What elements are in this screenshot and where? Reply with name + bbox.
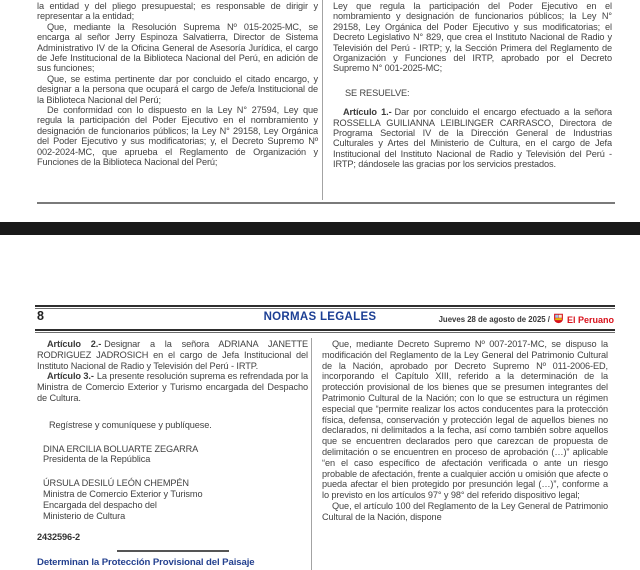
articulo-1-paragraph (333, 107, 612, 169)
articulo-2-label: Artículo 2.- (47, 339, 102, 349)
articulo-1-label: Artículo 1.- (343, 107, 392, 118)
signer2-title-1: Ministra de Comercio Exterior y Turismo (43, 488, 203, 499)
paragraph: Que, se estima pertinente dar por concluido el citado encargo, y designar a la persona que ocupará el cargo de Jefe/a Institucional de la Biblioteca Nacional del Perú; (37, 73, 318, 105)
page8-right-column (322, 339, 608, 523)
page7-bottom-rule (37, 202, 615, 204)
brand-name: El Peruano (566, 314, 614, 325)
header-top-rule (35, 305, 615, 309)
articulo-3-label: Artículo 3.- (47, 371, 94, 382)
page7-left-column (37, 1, 318, 201)
page-number: 8 (37, 309, 44, 323)
section-title: NORMAS LEGALES (263, 311, 377, 323)
page7-right-column (333, 1, 612, 201)
publication-code: 2432596-2 (37, 532, 81, 543)
truncated-next-heading: Determinan la Protección Provisional del Paisaje (37, 557, 255, 569)
articulo-2-paragraph (37, 339, 308, 371)
page8-left-column (37, 339, 308, 568)
articulo-3-paragraph (37, 371, 308, 403)
el-peruano-logo-icon (553, 313, 564, 326)
header-dateline (439, 313, 614, 326)
paragraph: De conformidad con lo dispuesto en la Ley N° 27594, Ley que regula la participación del Poder Ejecutivo en el nombramiento y designación de funcionarios públicos; la Ley N° 29158, Ley Orgánica del Poder Ejecutivo y sus modificatorias; y, el Decreto Supremo Nº 002-2024-MC, que aprueba el Reglamento de Organización y Funciones de la Biblioteca Nacional del Perú; (37, 105, 318, 168)
column-divider (322, 0, 323, 200)
header-bottom-rule (35, 329, 615, 333)
paragraph: Que, mediante la Resolución Suprema Nº 015-2025-MC, se encarga al señor Jerry Espinoza Salvatierra, Director de Sistema Administrativo IV de la Oficina General de Asesoría Jurídica, el cargo de Jefe Institucional de la Biblioteca Nacional del Perú, en adición de sus funciones; (37, 21, 318, 74)
closing-formula: Regístrese y comuníquese y publíquese. (49, 419, 212, 430)
signer2-title-3: Ministerio de Cultura (43, 510, 126, 521)
date-text: Jueves 28 de agosto de 2025 / (438, 315, 550, 324)
column-divider (311, 338, 312, 570)
signer1-name: DINA ERCILIA BOLUARTE ZEGARRA (43, 443, 199, 454)
paragraph-truncated: Que, el artículo 100 del Reglamento de la Ley General de Patrimonio Cultural de la Nación, dispone (322, 500, 608, 522)
signer2-title-2: Encargada del despacho del (43, 499, 157, 510)
signer2-name: ÚRSULA DESILÚ LEÓN CHEMPÉN (43, 478, 189, 489)
articulo-3-text: La presente resolución suprema es refrendada por la Ministra de Comercio Exterior y Turismo encargada del Despacho de Cultura. (37, 371, 308, 403)
paragraph: Que, mediante Decreto Supremo Nº 007-2017-MC, se dispuso la modificación del Reglamento de la Ley General del Patrimonio Cultural de la Nación, aprobado por Decreto Supremo Nº 011-2006-ED, incorporando el Capítulo XIII, referido a la determinación de la protección provisional de los bienes que se presumen integrantes del Patrimonio Cultural de la Nación; con lo que se estructura un régimen especial que “permite realizar los actos conducentes para la protección física, defensa, conservación y protección legal de aquellos bienes no declarados, ni delimitados a la fecha, así como también sobre aquellos que se encuentren declarados pero que carezcan de propuesta de delimitación o se encuentren en proceso de aprobación (…)” aplicable “en el caso específico de afectación verificada o ante un riesgo probable de afectación, frente a cualquier acción u omisión que afecte o pueda afectar el bien protegido por presunción legal (…)”, conforme a lo previsto en los artículos 97° y 98° del referido dispositivo legal; (322, 339, 608, 501)
paragraph-continuation: la entidad y del pliego presupuestal; es responsable de dirigir y representar a la entidad; (37, 1, 318, 22)
signer1-title: Presidenta de la República (43, 454, 151, 465)
page-separator-band (0, 222, 640, 235)
se-resuelve-line: SE RESUELVE: (345, 87, 410, 98)
paragraph-continuation: Ley que regula la participación del Poder Ejecutivo en el nombramiento y designación de funcionarios públicos; la Ley N° 29158, Ley Orgánica del Poder Ejecutivo y sus modificatorias; el Decreto Legislativo N° 829, que crea el Instituto Nacional de Radio y Televisión del Perú - IRTP; y, la Sección Primera del Reglamento de Organización y Funciones del IRTP, aprobado por el Decreto Supremo N° 001-2025-MC; (333, 1, 612, 74)
articulo-1-text: Dar por concluido el encargo efectuado a la señora ROSSELLA GUILIANNA LEIBLINGER CARRASCO, Directora de Programa Sectorial IV de la Dirección General de Industrias Culturales y Artes del Ministerio de Cultura, en el cargo de Jefa Institucional del Instituto Nacional de Radio y Televisión del Perú - IRTP; dándosele las gracias por los servicios prestados. (333, 107, 612, 170)
articulo-2-text: Designar a la señora ADRIANA JANETTE RODRIGUEZ JADROSICH en el cargo de Jefa Institucional del Instituto Nacional de Radio y Televisión del Perú - IRTP. (37, 339, 308, 371)
entry-separator-rule (117, 550, 229, 552)
